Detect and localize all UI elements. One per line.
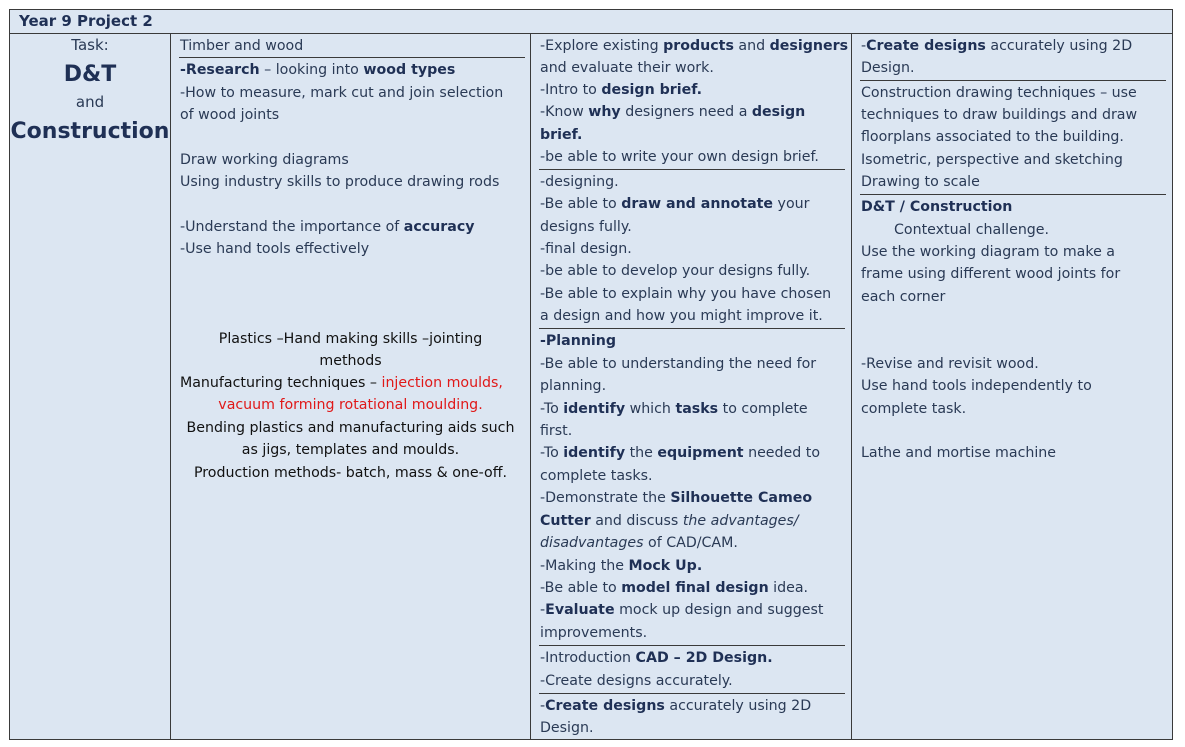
annotate-line: -Be able to draw and annotate your	[540, 196, 810, 212]
construction-drawing-line: Construction drawing techniques – use	[861, 85, 1137, 101]
identify-line-2: first.	[540, 423, 573, 439]
working-diagram-line-3: each corner	[861, 289, 946, 305]
scale-line: Drawing to scale	[861, 174, 980, 190]
explain-line-2: a design and how you might improve it.	[540, 308, 823, 324]
divider	[179, 57, 525, 58]
plastics-line-2: methods	[319, 353, 382, 369]
construction-drawing-line-2: techniques to draw buildings and draw	[861, 107, 1138, 123]
production-line: Production methods- batch, mass & one-off.	[193, 465, 507, 481]
hand-tools-line: Use hand tools independently to	[861, 378, 1092, 394]
annotate-line-2: designs fully.	[540, 219, 632, 235]
construction-heading: Construction	[10, 119, 170, 144]
working-diagram-line-2: frame using different wood joints for	[861, 266, 1121, 282]
accuracy-line: -Understand the importance of accuracy	[180, 219, 475, 235]
working-diagram-line: Use the working diagram to make a	[861, 244, 1116, 260]
research-line: -Research – looking into wood types	[180, 62, 456, 78]
planning-line: -Planning	[540, 333, 617, 349]
tools-line: -Use hand tools effectively	[180, 241, 370, 257]
equipment-line-2: complete tasks.	[540, 468, 653, 484]
construction-drawing-line-3: floorplans associated to the building.	[861, 129, 1124, 145]
divider	[539, 693, 845, 694]
divider	[539, 328, 845, 329]
final-line: -final design.	[540, 241, 632, 257]
demo-line: -Demonstrate the Silhouette Cameo	[540, 490, 813, 506]
explore-line-2: and evaluate their work.	[540, 60, 714, 76]
intro-line: -Intro to design brief.	[540, 82, 703, 98]
create-2d-line-2: Design.	[540, 720, 594, 736]
designing-line: -designing.	[540, 174, 619, 190]
construction-column	[852, 34, 1172, 739]
evaluate-line: -Evaluate mock up design and suggest	[540, 602, 824, 618]
understand-line: -Be able to understanding the need for	[540, 356, 817, 372]
lathe-line: Lathe and mortise machine	[861, 445, 1057, 461]
timber-header: Timber and wood	[180, 38, 304, 54]
and-label: and	[75, 93, 105, 111]
cad-line: -Introduction CAD – 2D Design.	[540, 650, 773, 666]
dt-heading: D&T	[63, 62, 117, 87]
dt-construction-heading: D&T / Construction	[861, 199, 1013, 215]
hand-tools-line-2: complete task.	[861, 401, 967, 417]
demo-line-2: Cutter and discuss the advantages/	[540, 513, 799, 529]
explore-line: -Explore existing products and designers	[540, 38, 849, 54]
know-line-2: brief.	[540, 127, 583, 143]
contextual-line: Contextual challenge.	[894, 222, 1050, 238]
divider	[539, 645, 845, 646]
design-column	[531, 34, 852, 739]
revise-line: -Revise and revisit wood.	[861, 356, 1039, 372]
mock-line: -Making the Mock Up.	[540, 558, 703, 574]
evaluate-line-2: improvements.	[540, 625, 648, 641]
explain-line: -Be able to explain why you have chosen	[540, 286, 832, 302]
develop-line: -be able to develop your designs fully.	[540, 263, 811, 279]
measure-line: -How to measure, mark cut and join selection	[180, 85, 504, 101]
bending-line: Bending plastics and manufacturing aids such	[186, 420, 515, 436]
write-line: -be able to write your own design brief.	[540, 149, 819, 165]
divider	[539, 169, 845, 170]
demo-line-3: disadvantages of CAD/CAM.	[540, 535, 738, 551]
know-line: -Know why designers need a design	[540, 104, 806, 120]
task-column	[10, 34, 171, 739]
industry-line: Using industry skills to produce drawing rods	[180, 174, 500, 190]
understand-line-2: planning.	[540, 378, 607, 394]
divider	[860, 194, 1166, 195]
create-designs-line-2: Design.	[861, 60, 915, 76]
identify-line: -To identify which tasks to complete	[540, 401, 808, 417]
isometric-line: Isometric, perspective and sketching	[861, 152, 1123, 168]
divider	[860, 80, 1166, 81]
create-line: -Create designs accurately.	[540, 673, 733, 689]
model-line: -Be able to model final design idea.	[540, 580, 809, 596]
equipment-line: -To identify the equipment needed to	[540, 445, 821, 461]
project-table	[9, 9, 1173, 740]
table-title: Year 9 Project 2	[10, 10, 1172, 34]
plastics-line: Plastics –Hand making skills –jointing	[218, 331, 483, 347]
manufacturing-line: Manufacturing techniques – injection moulds,	[180, 375, 503, 391]
create-designs-line: -Create designs accurately using 2D	[861, 38, 1133, 54]
timber-column	[171, 34, 531, 739]
vacuum-line: vacuum forming rotational moulding.	[218, 397, 483, 413]
bending-line-2: as jigs, templates and moulds.	[241, 442, 460, 458]
create-2d-line: -Create designs accurately using 2D	[540, 698, 812, 714]
measure-line-2: of wood joints	[180, 107, 280, 123]
draw-line: Draw working diagrams	[180, 152, 349, 168]
task-label: Task:	[71, 36, 109, 54]
